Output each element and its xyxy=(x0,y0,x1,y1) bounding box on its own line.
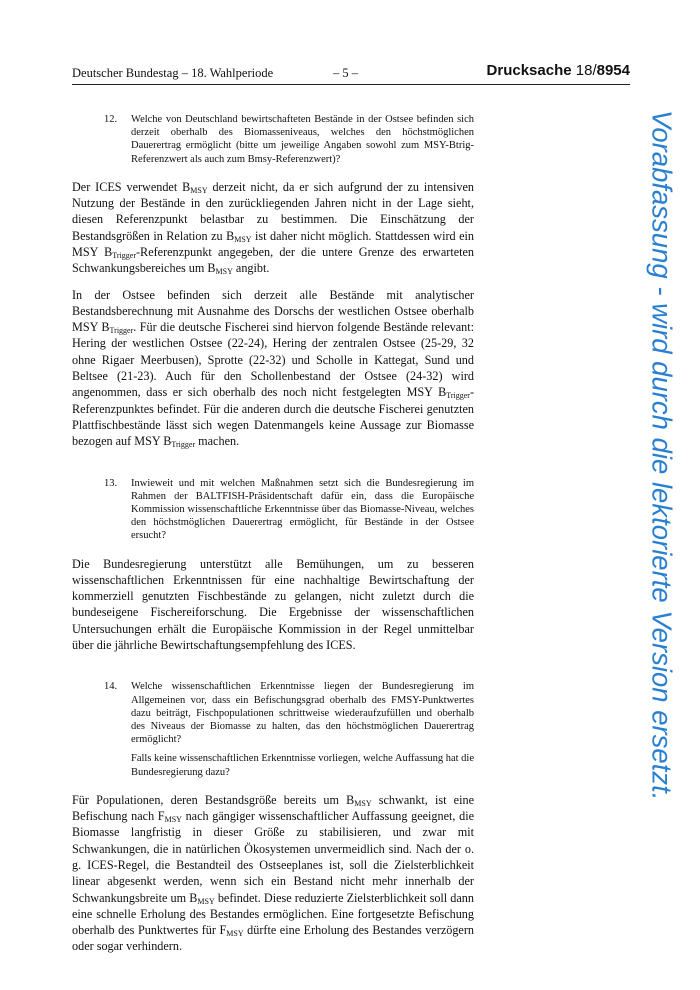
subscript: Trigger xyxy=(446,391,470,401)
subscript: MSY xyxy=(215,267,233,277)
subscript: Trigger xyxy=(109,326,134,336)
subscript: MSY xyxy=(164,815,182,825)
answer-12-paragraph-2: In der Ostsee befinden sich derzeit alle Bestände mit analytischer Bestandsberechnung mit Ausnahme des Dorschs der westlichen Ostsee oberhalb MSY $B_{Trigger}$. Für die deutsche Fischerei sind hiervon folgende Bestände relevant: Hering der westlichen Ostsee (22-24), Hering der zentralen Ostsee (25-29, 32 ohne Rigaer Meerbusen), Sprotte (22-32) und Scholle in Kattegat, Sund und Beltsee (21-23). Auch für den Schollenbestand der Ostsee (24-32) wird angenommen, dass er sich oberhalb des noch nicht festgelegten MSY $B_{Trigger}$-Referenzpunktes befindet. Für die anderen durch die deutsche Fischerei genutzten Plattfischbestände lässt sich wegen Datenmangels keine Aussage zur Biomasse bezogen auf MSY $B_{Trigger}$ machen. xyxy=(72,287,474,450)
page-number: – 5 – xyxy=(333,66,358,80)
subscript: MSY xyxy=(197,896,215,906)
question-text: Welche von Deutschland bewirtschafteten Bestände in der Ostsee befinden sich derzeit oberhalb des Biomasseniveaus, welches den höchstmöglichen Dauerertrag ermöglicht (bitte um jeweilige Angaben sowohl zum MSY-Btrig-Referenzwert als auch zum Bmsy-Referenzwert)? xyxy=(131,114,474,165)
answer-12-paragraph-1: Der ICES verwendet $B_{MSY}$ derzeit nicht, da er sich aufgrund der zu intensiven Nutzung der Bestände in den zurückliegenden Jahren nicht in der Lage sieht, diesen Referenzpunkt belastbar zu bestimmen. Die Einschätzung der Bestandsgrößen in Relation zu $B_{MSY}$ ist daher nicht möglich. Stattdessen wird ein MSY $B_{Trigger}$-Referenzpunkt angegeben, der die untere Grenze des erwarteten Schwankungsbereiches um $B_{MSY}$ angibt. xyxy=(72,179,475,277)
subscript: MSY xyxy=(190,185,208,195)
answer-14: Für Populationen, deren Bestandsgröße bereits um $B_{MSY}$ schwankt, ist eine Befischung nach $F_{MSY}$ nach gängiger wissenschaftlicher Auffassung geeignet, die Biomasse langfristig in dieser Größe zu stabilisieren, und zwar mit Schwankungen, die in natürlichen Ökosystemen unvermeidlich sind. Nach der o. g. ICES-Regel, die Bestandteil des Ostseeplanes ist, soll die Zielsterblichkeit linear abgesenkt werden, wenn sich ein Bestand nicht mehr innerhalb der Schwankungsbreite um $B_{MSY}$ befindet. Diese reduzierte Zielsterblichkeit soll dann eine schnelle Erholung des Bestandes ermöglichen. Eine fortgesetzte Befischung oberhalb des Punktwertes für $F_{MSY}$ dürfte eine Erholung des Bestandes verzögern oder sogar verhindern. xyxy=(72,792,474,954)
doc-label: Drucksache xyxy=(486,62,572,79)
question-number: 13. xyxy=(104,477,118,489)
question-followup: Falls keine wissenschaftlichen Erkenntnisse vorliegen, welche Auffassung hat die Bundesregierung dazu? xyxy=(131,753,475,778)
header-rule xyxy=(72,84,630,85)
header-parliament: Deutscher Bundestag – 18. Wahlperiode xyxy=(72,66,274,80)
document-body xyxy=(72,113,474,955)
draft-watermark: Vorabfassung - wird durch die lektorierte Version ersetzt. xyxy=(646,110,678,801)
question-13 xyxy=(104,477,474,543)
question-text: Welche wissenschaftlichen Erkenntnisse liegen der Bundesregierung im Allgemeinen vor, dass ein Befischungsgrad oberhalb des FMSY-Punktwertes dazu beiträgt, Fischpopulationen schrittweise wiederaufzufüllen und oberhalb des Niveaus der Biomasse zu halten, das den höchstmöglichen Dauerertrag ermöglicht? xyxy=(131,681,474,746)
answer-13: Die Bundesregierung unterstützt alle Bemühungen, um zu besseren wissenschaftlichen Erkenntnissen für eine nachhaltige Bewirtschaftung der kommerziell genutzten Fischbestände zu gelangen, nicht zuletzt durch die bundeseigene Fischereiforschung. Die Ergebnisse der wissenschaftlichen Untersuchungen erhält die Europäische Kommission in der Regel unmittelbar über die jährliche Bewirtschaftungsempfehlung des ICES. xyxy=(72,556,474,653)
question-14 xyxy=(104,680,474,778)
doc-prefix: 18/ xyxy=(575,62,597,79)
subscript: MSY xyxy=(354,798,372,808)
document-number xyxy=(487,62,630,79)
question-number: 12. xyxy=(104,114,118,125)
question-12 xyxy=(104,113,474,166)
subscript: Trigger xyxy=(112,251,136,260)
question-number: 14. xyxy=(104,681,118,693)
page-header xyxy=(72,62,630,84)
question-text: Inwieweit und mit welchen Maßnahmen setzt sich die Bundesregierung im Rahmen der BALTFISH-Präsidentschaft dafür ein, dass die Europäische Kommission wissenschaftliche Erkenntnisse über das Biomasse-Niveau, welches den höchstmöglichen Dauerertrag ermöglicht, für Bestände in der Ostsee ersucht? xyxy=(131,477,474,542)
subscript: MSY xyxy=(234,234,252,244)
subscript: Trigger xyxy=(171,440,196,450)
doc-number: 8954 xyxy=(596,62,630,79)
subscript: MSY xyxy=(226,929,244,939)
